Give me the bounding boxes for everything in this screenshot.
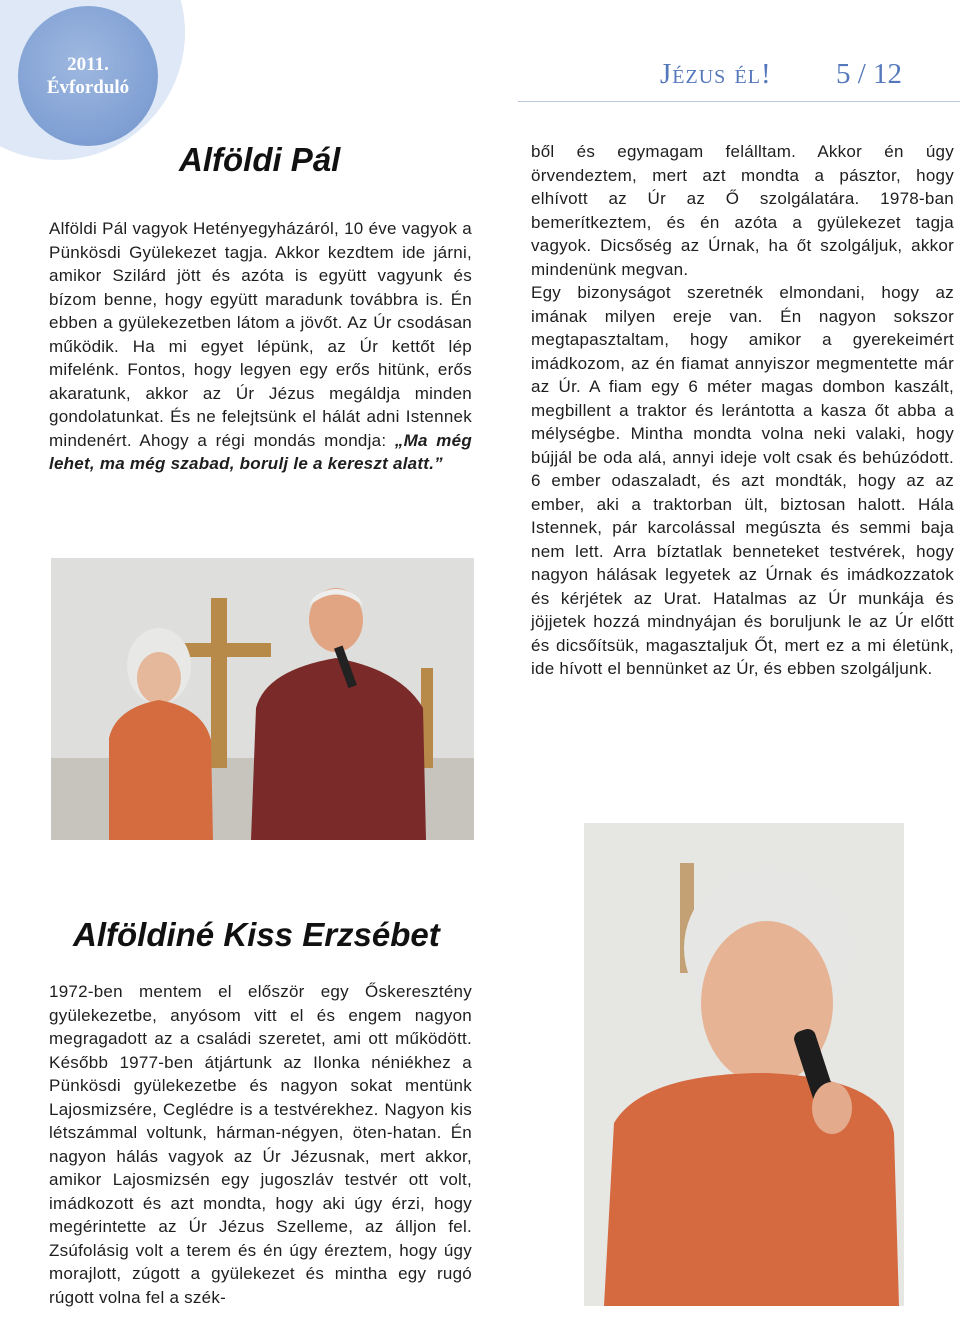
article-body-continued: [531, 140, 954, 681]
header-divider: [518, 101, 960, 102]
article-paragraph-1: Alföldi Pál vagyok Hetényegyházáról, 10 éve vagyok a Pünkösdi Gyülekezet tagja. Akkor kezdtem ide járni, amikor Szilárd jött és azóta is együtt vagyunk és bízom benne, hogy együtt maradunk továbbra is. Én ebben a gyülekezetben látom a jövőt. Az Úr csodásan működik. Ha mi egyet lépünk, az Úr kettőt lép mifelénk. Fontos, hogy legyen egy erős hitünk, erős akaratunk, akkor az Úr Jézus megáldja minden gondolatunkat. És ne felejtsünk el hálát adni Istennek mindenért. Ahogy a régi mondás mondja:: [49, 219, 472, 450]
article-body-2: [49, 980, 472, 1309]
article-title-1: Alföldi Pál: [179, 141, 341, 178]
page-number: 5 / 12: [836, 58, 903, 90]
continued-paragraph-1: ből és egymagam felálltam. Akkor én úgy örvendeztem, mert azt mondta a pásztor, hogy elhívott az Úr az Ő szolgálatára. 1978-ban bemerítkeztem, és én azóta a gyülekezet tagja vagyok. Dicsőség az Úrnak, ha őt szolgáljuk, akkor mindenünk megvan.: [531, 142, 954, 279]
photo-couple-speaking: [51, 558, 474, 840]
magazine-title: Jézus él!: [660, 58, 772, 90]
article-title-2: Alföldiné Kiss Erzsébet: [73, 916, 440, 953]
article-quote: „Ma még lehet, ma még szabad, borulj le a kereszt alatt.”: [49, 430, 472, 473]
badge-label: Évforduló: [46, 77, 130, 98]
continued-paragraph-2: Egy bizonyságot szeretnék elmondani, hogy az imának milyen ereje van. Én nagyon sokszor megtapasztaltam, hogy amikor a gyerekeimért imádkozom, az én fiamat annyiszor megmentette már az Úr. A fiam egy 6 méter magas dombon kaszált, megbillent a traktor és lerántotta a kasza őt abba a mélységbe. Mintha mondta volna neki valaki, hogy bújjál be oda alá, annyi ideje volt csak és behúzódott. 6 ember odaszaladt, és azt mondták, hogy az az ember, aki a traktorban ült, biztosan halott. Hála Istennek, pár karcolással megúszta és semmi baja nem lett. Arra bíztatlak benneteket testvérek, hogy nagyon hálásak legyetek az Úrnak és imádkozzatok és kérjétek az Urat. Hatalmas az Úr munkája és jöjjetek hozzá mindnyájan és boruljunk le az Úr előtt és dicsőítsük, magasztaljuk Őt, mert ez a mi életünk, ide hívott el bennünket az Úr, és ebben szolgáljunk.: [531, 283, 954, 678]
badge-year: 2011.: [67, 54, 109, 75]
article-paragraph-2: 1972-ben mentem el először egy Őskeresztény gyülekezetbe, anyósom vitt el és engem nagyon megragadott az a családi szeretet, ami ott működött. Később 1977-ben átjártunk az Ilonka néniékhez a Pünkösdi gyülekezetbe és nagyon sokat mentünk Lajosmizsére, Ceglédre is a testvérekhez. Nagyon kis létszámmal voltunk, hárman-négyen, öten-hatan. Én nagyon hálás vagyok az Úr Jézusnak, mert akkor, amikor Lajosmizsén egy jugoszláv testvér ott volt, imádkozott és azt mondta, hogy aki úgy érzi, hogy megérintette az Úr Jézus Szelleme, az álljon fel. Zsúfolásig volt a terem és én úgy éreztem, hogy úgy morajlott, zúgott a gyülekezet és mintha egy rugó rúgott volna fel a szék-: [49, 982, 472, 1307]
article-body-1: [49, 217, 472, 476]
anniversary-badge: [18, 6, 158, 146]
photo-woman-speaking: [584, 823, 904, 1306]
